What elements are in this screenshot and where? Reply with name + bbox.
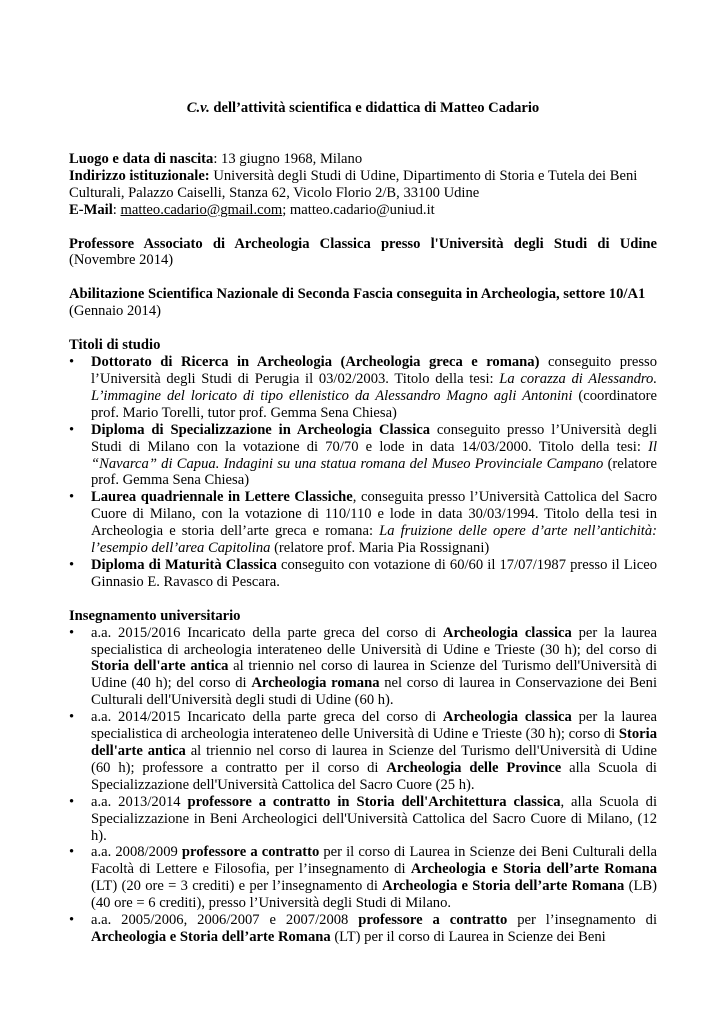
item-text: a.a. 2013/2014 <box>91 793 188 810</box>
bullet-icon: • <box>69 912 75 929</box>
item-text: (LT) per il corso di Laurea in Scienze dei Beni <box>330 928 606 945</box>
thesis-title: Il “Navarca” di Capua. Indagini su una statua romana del Museo Provinciale Campano <box>91 438 657 472</box>
cv-page <box>69 100 657 946</box>
section-heading-titoli: Titoli di studio <box>69 337 161 354</box>
item-bold: Laurea quadriennale in Lettere Classiche <box>91 489 353 506</box>
email-secondary: ; matteo.cadario@uniud.it <box>282 201 435 218</box>
list-item <box>69 625 657 710</box>
thesis-title: La corazza di Alessandro. L’immagine del loricato di tipo ellenistico da Alessandro Magno agli Antonini <box>91 370 657 404</box>
item-text: a.a. 2015/2016 Incaricato della parte greca del corso di <box>91 624 443 641</box>
address-line <box>69 168 657 202</box>
item-text: al triennio nel corso di laurea in Scienze del Turismo dell'Università di Udine (40 h); del corso di <box>91 658 658 692</box>
item-text: (LT) (20 ore = 3 crediti) e per l’insegnamento di <box>91 878 383 895</box>
birth-value: : 13 giugno 1968, Milano <box>213 150 363 167</box>
list-item <box>69 912 657 946</box>
course-name: Archeologia delle Province <box>386 759 562 776</box>
title-italic: C.v. <box>186 100 210 116</box>
birth-label: Luogo e data di nascita <box>69 150 214 167</box>
personal-info <box>69 151 657 219</box>
address-label: Indirizzo istituzionale: <box>69 167 210 184</box>
email-line <box>69 202 657 219</box>
item-bold: Dottorato di Ricerca in Archeologia (Archeologia greca e romana) <box>91 354 540 371</box>
abilitazione-paragraph <box>69 286 657 320</box>
item-text: conseguito presso l’Università degli Studi di Perugia il 03/02/2003. Titolo della tesi: <box>91 354 657 387</box>
course-name: Storia dell'arte antica <box>91 658 229 675</box>
item-text: a.a. 2005/2006, 2006/2007 e 2007/2008 <box>91 912 359 929</box>
bullet-icon: • <box>69 489 75 506</box>
item-text: per il corso di Laurea in Scienze dei Beni Culturali della Facoltà di Lettere e Filosofia, per l’insegnamento di <box>91 844 657 878</box>
list-item <box>69 794 657 845</box>
abilitazione-heading: Abilitazione Scientifica Nazionale di Seconda Fascia conseguita in Archeologia, settore 10/A1 <box>69 286 646 303</box>
item-text: per la laurea specialistica di archeologia interateneo delle Università di Udine e Trieste (30 h); del corso di <box>91 624 657 658</box>
position-heading: Professore Associato di Archeologia Classica presso l'Università degli Studi di Udine <box>69 235 657 252</box>
list-item <box>69 354 657 422</box>
thesis-title: La fruizione delle opere d’arte nell’antichità: l’esempio dell’area Capitolina <box>91 523 657 557</box>
item-text: (relatore prof. Maria Pia Rossignani) <box>270 540 490 557</box>
item-text: per l’insegnamento di <box>507 912 657 929</box>
item-text: a.a. 2014/2015 Incaricato della parte greca del corso di <box>91 709 443 726</box>
list-item <box>69 557 657 591</box>
position-paragraph <box>69 236 657 270</box>
course-name: Archeologia e Storia dell’arte Romana <box>410 861 657 878</box>
item-text: conseguito con votazione di 60/60 il 17/07/1987 presso il Liceo Ginnasio E. Ravasco di Pescara. <box>91 556 657 590</box>
item-text: , alla Scuola di Specializzazione in Beni Archeologici dell'Università Cattolica del Sacro Cuore di Milano, (12 h). <box>91 793 658 844</box>
course-name: Archeologia romana <box>251 675 380 692</box>
item-text: (relatore prof. Gemma Sena Chiesa) <box>91 455 657 489</box>
email-separator: : <box>112 201 121 218</box>
list-item <box>69 489 657 557</box>
bullet-icon: • <box>69 844 75 861</box>
position-date: (Novembre 2014) <box>69 252 174 269</box>
course-name: Archeologia e Storia dell’arte Romana <box>382 878 625 895</box>
course-name: Storia dell'arte antica <box>91 726 657 759</box>
item-text: (LB) (40 ore = 6 crediti), presso l’Università degli Studi di Milano. <box>91 878 657 912</box>
bullet-icon: • <box>69 354 75 371</box>
course-name: Archeologia classica <box>442 624 572 641</box>
insegnamento-list <box>69 625 657 946</box>
item-text: (coordinatore prof. Mario Torelli, tutor prof. Gemma Sena Chiesa) <box>91 387 657 421</box>
email-link[interactable]: matteo.cadario@gmail.com <box>120 201 283 218</box>
list-item <box>69 844 657 912</box>
course-name: professore a contratto <box>181 844 320 861</box>
title-rest: dell’attività scientifica e didattica di Matteo Cadario <box>209 100 540 116</box>
bullet-icon: • <box>69 793 75 810</box>
bullet-icon: • <box>69 421 75 438</box>
bullet-icon: • <box>69 556 75 573</box>
abilitazione-date: (Gennaio 2014) <box>69 303 161 320</box>
birth-line <box>69 151 657 168</box>
section-heading-insegnamento: Insegnamento universitario <box>69 607 241 624</box>
item-bold: Diploma di Maturità Classica <box>91 556 277 573</box>
item-bold: Diploma di Specializzazione in Archeologia Classica <box>91 421 431 438</box>
course-name: professore a contratto <box>358 912 508 929</box>
course-name: professore a contratto in Storia dell'Architettura classica <box>187 793 561 810</box>
list-item <box>69 709 657 794</box>
document-title <box>69 100 657 117</box>
list-item <box>69 422 657 490</box>
item-text: al triennio nel corso di laurea in Scienze del Turismo dell'Università di Udine (60 h); professore a contratto per il corso di <box>91 743 658 776</box>
bullet-icon: • <box>69 709 75 726</box>
item-text: alla Scuola di Specializzazione dell'Università Cattolica del Sacro Cuore (25 h). <box>91 759 657 793</box>
course-name: Archeologia classica <box>442 709 572 726</box>
bullet-icon: • <box>69 624 75 641</box>
item-text: per la laurea specialistica di archeologia interateneo delle Università di Udine e Trieste (30 h); corso di <box>91 709 657 743</box>
course-name: Archeologia e Storia dell’arte Romana <box>91 928 331 945</box>
address-value: Università degli Studi di Udine, Dipartimento di Storia e Tutela dei Beni Culturali, Palazzo Caiselli, Stanza 62, Vicolo Florio 2/B, 33100 Udine <box>69 167 638 201</box>
email-label: E-Mail <box>69 201 113 218</box>
item-text: nel corso di laurea in Conservazione dei Beni Culturali dell'Università degli studi di Udine (60 h). <box>91 675 657 709</box>
titoli-list <box>69 354 657 591</box>
item-text: a.a. 2008/2009 <box>91 844 182 861</box>
item-text: , conseguita presso l’Università Cattolica del Sacro Cuore di Milano, con la votazione di 110/110 e lode in data 30/03/1994. Titolo della tesi in Archeologia e storia dell’arte greca e romana: <box>91 489 657 540</box>
item-text: conseguito presso l’Università degli Studi di Milano con la votazione di 70/70 e lode in data 14/03/2000. Titolo della tesi: <box>91 421 657 455</box>
